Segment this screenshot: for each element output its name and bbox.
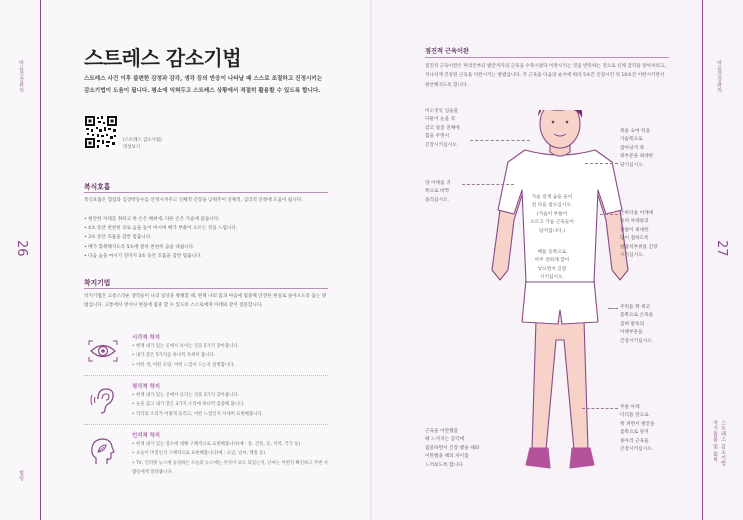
qr-code[interactable] <box>84 115 118 149</box>
callout-line: 가슴 깊게 숨을 들이 <box>531 195 573 200</box>
list-item: • 눈을 감고 내가 찾은 3가지 소리에 하나씩 집중해 봅니다. <box>132 402 245 408</box>
callout-line: 시키십시오. <box>620 253 645 259</box>
callout-line: 집중하면서 긴장 했을 때와 <box>425 445 480 451</box>
callout-line: 팔꿈치부위를 긴장 <box>620 244 658 250</box>
pmr-text: 점진적 근육이완은 머리끝부터 발끝까지의 근육을 수축시켰다 이완시키는 것을 반복하는 것으로 신체 감각을 알아차리고, 지나치게 긴장된 근육을 이완시키는 방법입니다. 각 근육을 다음의 순서에 따라 5초간 긴장시킨 뒤 10초간 이완시키면서 편안해지도록 합니다. <box>425 64 666 88</box>
callout-fist <box>620 304 653 346</box>
list-item: • 4초 동안 천천히 코로 숨을 들이 마시며 배가 부풀어 오르는 것을 느낍니다. <box>84 226 238 232</box>
callout-line: 당기십시오. <box>620 162 645 168</box>
qr-code-icon <box>84 115 118 149</box>
callout-line: 목을 숙여 턱을 <box>620 129 651 134</box>
ear-icon <box>88 385 118 415</box>
list-item: • 오늘이 며칠인지 구체적으로 표현해봅니다(예 : 요일, 날씨, 계절 등) <box>132 451 266 457</box>
auditory-grounding-title: 청각적 착지 <box>132 384 160 390</box>
grounding-text: 착지기법은 고통스러운 생각들이 나의 일상을 방해할 때, 현재 나의 몸과 마음에 집중해 안전한 현실로 돌아오도록 돕는 방법입니다. 고통에서 벗어나 현실에 집중 할 수 있도록 스스로에게 아래와 같이 질문합니다. <box>84 294 327 309</box>
left-side-label: 마음건강관리 <box>18 60 24 93</box>
callout-arms <box>620 210 658 260</box>
callout-line: 긴장시키십시오. <box>620 338 654 344</box>
callout-line: 주먹을 꽉 쥐고 <box>620 305 651 310</box>
callout-line: 근육을 이완했을 <box>425 429 459 434</box>
head-leaf-icon <box>88 436 118 466</box>
callout-line: 올리십시오. <box>425 197 450 203</box>
list-item: • 각각의 소리가 어떻게 들리고, 어떤 느낌인지 자세히 표현해봅니다. <box>132 411 264 417</box>
callout-belly <box>519 249 585 283</box>
spread-gutter <box>370 0 373 520</box>
callout-line: 양 어깨를 귀 <box>425 181 451 186</box>
qr-caption-line-2: 영상보기 <box>123 145 140 150</box>
callout-line: 쪽으로 바짝 <box>425 189 450 195</box>
breathing-text: 복식호흡은 혈압과 심장박동수를 안정시켜주고 신체적 긴장을 낮춰주어 신체적, 심리적 안정에 도움이 됩니다. <box>84 198 303 203</box>
list-item: • 3초 동안 호흡을 잠깐 멈춥니다. <box>84 235 152 241</box>
callout-line: 몸쪽으로 손목을 <box>620 313 654 319</box>
qr-caption-line-1: (스트레스 감소기법) <box>123 138 162 143</box>
leader-line <box>585 163 618 164</box>
callout-line: 쭉 펴면서 발끝을 <box>620 421 655 427</box>
right-side-label: 마음건강관리 <box>716 60 722 93</box>
cognitive-grounding-title: 인지적 착지 <box>132 433 160 439</box>
grounding-heading: 착지기법 <box>84 279 111 287</box>
callout-line: 올려 아래팔과 <box>620 219 649 225</box>
visual-grounding-title: 시각적 착지 <box>132 335 160 341</box>
callout-feet <box>620 404 655 454</box>
intro-text: 스트레스 사건 이후 불편한 감정과 감각, 생각 등의 반응이 나타날 때 스스로 조절하고 진정시키는 감소기법이 도움이 됩니다. 평소에 익혀두고 스트레스 상황에서 적절히 활용할 수 있도록 합니다. <box>84 76 323 94</box>
list-item: • 어떤 색, 어떤 모양, 어떤 느낌이 드는지 설명합니다. <box>132 362 235 368</box>
callout-line: 아랫부분을 <box>620 330 643 336</box>
callout-line: (가슴이 부풀어 <box>536 211 568 217</box>
visual-grounding-list <box>132 342 332 370</box>
callout-line: 아주 강하게 끌어 <box>534 258 570 264</box>
breathing-steps <box>84 215 328 261</box>
callout-line: 많이 접하도록 <box>620 236 649 242</box>
breathing-heading: 복식호흡 <box>84 183 111 191</box>
left-footer-tag: 힐링 <box>18 470 24 481</box>
leader-line <box>462 184 514 185</box>
list-item: • 내가 찾은 5가지를 하나씩 자세히 봅니다. <box>132 353 216 359</box>
eye-icon <box>88 336 118 366</box>
list-item: • 현재 내가 있는 곳에서 들리는 것을 3가지 찾아봅니다. <box>132 393 240 398</box>
callout-face <box>425 108 460 150</box>
callout-neck <box>620 128 653 170</box>
callout-line: 때 느껴지는 감각에 <box>425 437 465 443</box>
callout-chest <box>519 194 585 236</box>
callout-line: 손바닥을 어깨에 <box>620 211 654 216</box>
left-page-number: 26 <box>14 240 29 257</box>
callout-line: 힘을 주면서 <box>425 134 450 140</box>
row-divider <box>84 424 328 425</box>
pmr-heading: 점진적 근육이완 <box>425 48 469 55</box>
callout-line: 오르고 가슴 근육들이 <box>530 220 574 226</box>
auditory-grounding-list <box>132 391 332 419</box>
qr-caption <box>123 137 162 151</box>
callout-line: 종아리 근육을 <box>620 438 649 444</box>
callout-line: 윗팔이 최대한 <box>620 227 649 233</box>
right-page-number: 27 <box>714 240 729 257</box>
callout-shoulders <box>425 180 451 205</box>
leader-line <box>608 308 618 309</box>
callout-line: 뒷부분을 최대한 <box>620 154 654 160</box>
list-item: • TV, 인터넷 뉴스에 등장하는 오늘의 뉴스에는 무엇이 보도 되었는지, 날씨는 어떤지 확인하고 주변 사람들에게 알려줍니다. <box>132 460 329 475</box>
grounding-divider <box>84 288 328 289</box>
pmr-divider <box>425 57 669 58</box>
callout-line: 굽혀 팔뚝의 <box>620 321 645 327</box>
callout-line: 넣으면서 긴장 <box>537 266 567 272</box>
callout-line: 시키십시오. <box>539 275 565 281</box>
callout-line: 미소짓듯 입술을 <box>425 109 459 114</box>
callout-line: 가슴쪽으로 <box>620 137 643 143</box>
right-footer-tag-2: 스트레스 감소기법 <box>720 420 726 467</box>
callout-line: 잡아당겨 목 <box>620 145 645 151</box>
right-side-rule <box>702 0 703 520</box>
row-divider <box>84 375 328 376</box>
list-item: • 현재 내가 있는 장소에 대해 구체적으로 표현해봅니다(예 : 층, 건물, 동, 지역, 국가 등) <box>132 442 301 447</box>
callout-closing <box>425 428 479 470</box>
callout-line: 긴장시키십시오. <box>425 142 459 148</box>
right-footer-tag-1: 자기돌봄 및 회복 <box>712 420 718 463</box>
callout-line: 당겨집니다.) <box>539 228 565 234</box>
list-item: • 다음 숨을 마시기 전까지 3초 동안 호흡을 잠깐 멈춥니다. <box>84 253 202 259</box>
callout-line: 무릎 아래 <box>620 405 640 410</box>
leader-line <box>600 214 618 215</box>
leader-line <box>582 408 618 409</box>
callout-line: 다리를 앞으로 <box>620 413 649 419</box>
page-title: 스트레스 감소기법 <box>84 46 242 70</box>
list-item: • 배가 홀쭉해지도록 5초에 걸쳐 천천히 숨을 내쉽니다. <box>84 244 195 250</box>
callout-line: 몸쪽으로 당겨 <box>620 430 649 436</box>
list-item: • 편안한 자세를 취하고 한 손은 배위에, 다른 손은 가슴에 얹습니다. <box>84 217 220 222</box>
breathing-divider <box>84 192 328 193</box>
leader-line <box>470 140 530 141</box>
callout-line: 배를 등쪽으로 <box>537 250 567 255</box>
callout-line: 긴장시키십시오. <box>620 447 654 453</box>
callout-line: 느껴보도록 합니다. <box>425 462 465 468</box>
callout-line: 감고 얼굴 전체에 <box>425 125 460 131</box>
callout-line: 다물어 눈을 꼭 <box>425 117 456 123</box>
cognitive-grounding-list <box>132 440 332 477</box>
list-item: • 현재 내가 있는 곳에서 보이는 것을 5가지 찾아봅니다. <box>132 344 240 349</box>
left-side-rule <box>40 0 41 520</box>
callout-line: 이완했을 때의 차이를 <box>425 454 469 460</box>
callout-line: 쉰 다음 참으십시오. <box>531 203 573 209</box>
